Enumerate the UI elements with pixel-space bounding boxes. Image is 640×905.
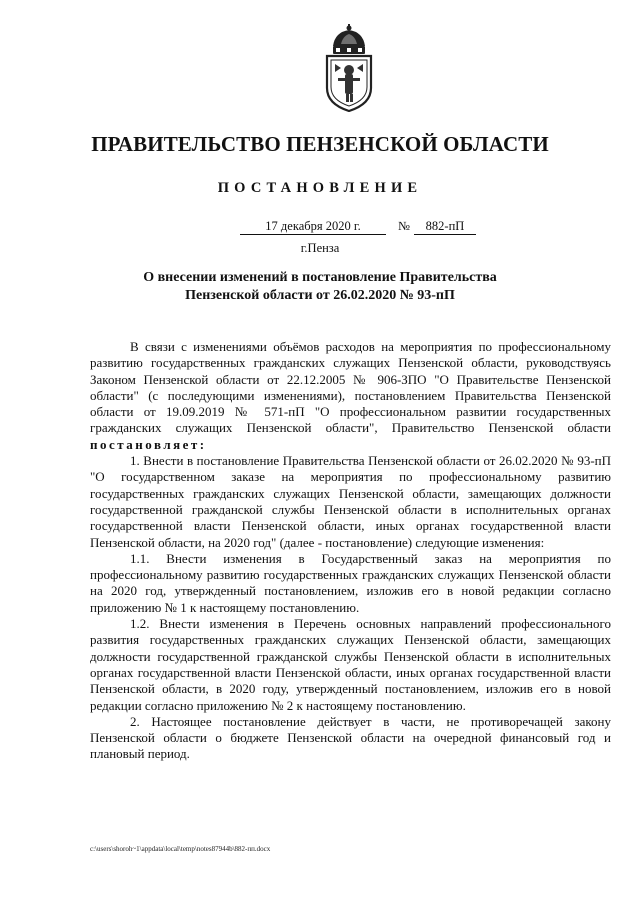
clause-1-2: 1.2. Внести изменения в Перечень основных направлений профессионального развития государственных гражданских служащих Пензенской области, замещающих должности государственной гражданской службы Пензенской области в исполнительных органах государственной власти Пензенской области, иных органах государственной власти Пензенской области, в 2020 году, утвержденный постановлением, изложив его в новой редакции согласно приложению № 2 к настоящему постановлению. [90,616,611,713]
clause-2: 2. Настоящее постановление действует в части, не противоречащей закону Пензенской области о бюджете Пензенской области на очередной финансовый год и плановый период. [90,713,611,762]
document-type: ПОСТАНОВЛЕНИЕ [217,180,423,196]
government-title: ПРАВИТЕЛЬСТВО ПЕНЗЕНСКОЙ ОБЛАСТИ [91,132,549,156]
preamble-text: В связи с изменениями объёмов расходов на мероприятия по профессиональному развитию государственных гражданских служащих Пензенской области, руководствуясь Законом Пензенской области от 22.12.2005 № 906-ЗПО "О Правительстве Пензенской области" (с последующими изменениями), постановлением Правительства Пензенской области от 19.09.2019 № 571-пП "О профессиональном развитии государственных гражданских служащих Пензенской области", Правительство Пензенской области [90,339,611,436]
coat-of-arms-emblem [321,24,377,112]
clause-1-1: 1.1. Внести изменения в Государственный заказ на мероприятия по профессиональному развитию государственных гражданских служащих Пензенской области на 2020 год, утвержденный постановлением, изложив его в новой редакции согласно приложению № 1 к настоящему постановлению. [90,550,611,615]
file-path-footer: c:\users\shoroh~1\appdata\local\temp\notes87944b\882-пп.docx [90,845,271,853]
decree-body [90,339,611,763]
city-name: г.Пенза [300,241,340,255]
decree-date: 17 декабря 2020 г. [240,218,386,235]
resolves-word: постановляет: [90,436,207,452]
clause-1: 1. Внести в постановление Правительства Пензенской области от 26.02.2020 № 93-пП "О государственном заказе на мероприятия по профессиональному развитию государственных гражданских служащих Пензенской области, замещающих должности государственной гражданской службы Пензенской области в исполнительных органах государственной власти Пензенской области, иных органах государственной власти Пензенской области, на 2020 год" (далее - постановление) следующие изменения: [90,453,611,550]
heading-line-2: Пензенской области от 26.02.2020 № 93-пП [185,288,455,303]
number-sign: № [398,219,410,233]
preamble-paragraph [90,339,611,453]
decree-number: 882-пП [414,218,476,235]
decree-heading [120,269,520,305]
heading-line-1: О внесении изменений в постановление Правительства [143,270,497,285]
